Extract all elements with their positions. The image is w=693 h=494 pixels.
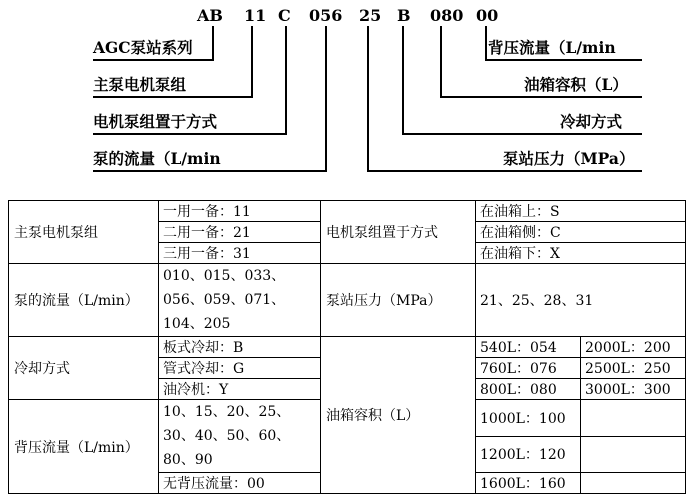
- label-series: AGC泵站系列: [93, 38, 193, 57]
- connector-line: [285, 26, 287, 135]
- label-tank: 油箱容积（L）: [524, 75, 628, 94]
- header-pressure: 泵站压力（MPa）: [321, 264, 476, 337]
- tank-option: 540L：054: [476, 337, 581, 358]
- connector-line: [367, 26, 369, 172]
- placement-option: 在油箱上：S: [476, 201, 686, 222]
- connector-line: [402, 26, 404, 135]
- connector-line: [485, 26, 487, 60]
- code-placement: C: [278, 6, 291, 25]
- connector-line: [93, 96, 253, 98]
- flow-values: 010、015、033、056、059、071、104、205: [159, 264, 321, 337]
- header-main-pump: 主泵电机泵组: [9, 201, 159, 264]
- header-placement: 电机泵组置于方式: [321, 201, 476, 264]
- main-pump-option: 二用一备：21: [159, 222, 321, 243]
- table-row: [9, 264, 686, 337]
- label-flow: 泵的流量（L/min: [93, 149, 221, 168]
- code-pressure: 25: [359, 6, 382, 25]
- main-pump-option: 三用一备：31: [159, 243, 321, 264]
- code-cooling: B: [397, 6, 411, 25]
- connector-line: [485, 59, 642, 61]
- connector-line: [251, 26, 253, 98]
- cooling-option: 板式冷却：B: [159, 337, 321, 358]
- tank-option: 800L：080: [476, 379, 581, 400]
- tank-option: 2500L：250: [581, 358, 686, 379]
- connector-line: [212, 26, 214, 60]
- backpressure-values: 10、15、20、25、30、40、50、60、80、90: [159, 400, 321, 473]
- spec-table: [8, 200, 686, 494]
- code-main-pump: 11: [244, 6, 267, 25]
- label-backpressure: 背压流量（L/min: [488, 38, 616, 57]
- connector-line: [367, 170, 642, 172]
- connector-line: [93, 133, 287, 135]
- tank-option: [581, 473, 686, 494]
- table-row: [9, 337, 686, 358]
- connector-line: [402, 133, 642, 135]
- tank-option: 1200L：120: [476, 436, 581, 473]
- cooling-option: 油冷机：Y: [159, 379, 321, 400]
- backpressure-none-option: 无背压流量：00: [159, 473, 321, 494]
- connector-line: [440, 96, 642, 98]
- label-cooling: 冷却方式: [560, 112, 623, 131]
- connector-line: [325, 26, 327, 172]
- header-tank: 油箱容积（L）: [321, 337, 476, 494]
- tank-option: [581, 400, 686, 437]
- tank-option: 3000L：300: [581, 379, 686, 400]
- pressure-values: 21、25、28、31: [476, 264, 686, 337]
- connector-line: [93, 170, 327, 172]
- tank-option: 1000L：100: [476, 400, 581, 437]
- tank-option: 2000L：200: [581, 337, 686, 358]
- main-pump-option: 一用一备：11: [159, 201, 321, 222]
- connector-line: [93, 59, 214, 61]
- code-series: AB: [197, 6, 223, 25]
- code-backpressure: 00: [476, 6, 499, 25]
- cooling-option: 管式冷却：G: [159, 358, 321, 379]
- placement-option: 在油箱下：X: [476, 243, 686, 264]
- table-row: [9, 201, 686, 222]
- placement-option: 在油箱侧：C: [476, 222, 686, 243]
- code-tank: 080: [430, 6, 464, 25]
- header-backpressure: 背压流量（L/min）: [9, 400, 159, 494]
- label-pressure: 泵站压力（MPa）: [503, 149, 635, 168]
- tank-option: 760L：076: [476, 358, 581, 379]
- label-placement: 电机泵组置于方式: [93, 112, 218, 131]
- connector-line: [440, 26, 442, 98]
- header-cooling: 冷却方式: [9, 337, 159, 400]
- tank-option: [581, 436, 686, 473]
- code-flow: 056: [309, 6, 343, 25]
- tank-option: 1600L：160: [476, 473, 581, 494]
- label-main-pump: 主泵电机泵组: [93, 75, 187, 94]
- header-flow: 泵的流量（L/min）: [9, 264, 159, 337]
